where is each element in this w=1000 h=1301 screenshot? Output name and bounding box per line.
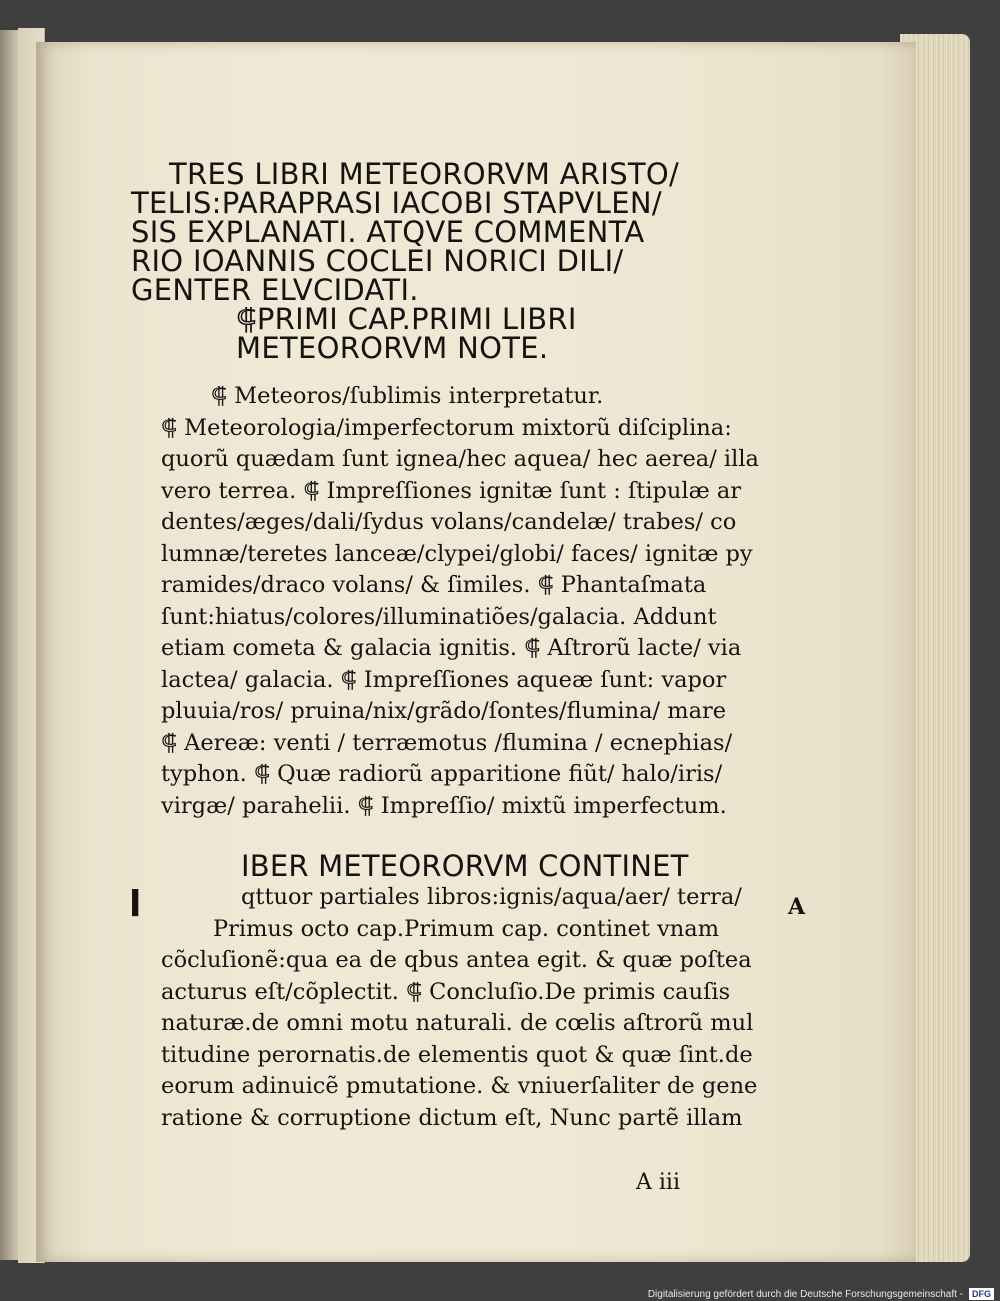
margin-letter: A [788,894,806,920]
body-line: typhon. ⸿ Quæ radiorũ apparitione fiũt/ halo/iris/ [161,761,723,787]
title-line: RIO IOANNIS COCLEI NORICI DILI/ [131,244,624,278]
section-line: titudine perornatis.de elementis quot & quæ ſint.de [161,1041,753,1068]
footer-bar [0,1287,1000,1301]
page-signature: A iii [636,1170,680,1195]
body-line: ſunt:hiatus/colores/illuminatiões/galacia. Addunt [161,603,717,630]
footer-credit: Digitalisierung gefördert durch die Deutsche Forschungsgemeinschaft - [647,1288,963,1300]
body-line: ⸿ Meteorologia/imperfectorum mixtorũ diſciplina: [161,414,732,441]
main-text-block [129,157,759,1134]
section-line: eorum adinuicẽ pmutatione. & vniuerſaliter de gene [161,1073,758,1099]
book-page [36,42,916,1262]
body-line: ⸿ Meteoros/ſublimis interpretatur. [211,383,604,409]
drop-initial: l [129,884,142,925]
section-line: qttuor partiales libros:ignis/aqua/aer/ terra/ [241,884,742,910]
section-first-line-wrap [129,882,751,925]
body-line: pluuia/ros/ pruina/nix/grãdo/ſontes/flumina/ mare [161,698,727,724]
body-line: ramides/draco volans/ & ſimiles. ⸿ Phantaſmata [161,572,707,598]
section-line: acturus eſt/cõplectit. ⸿ Concluſio.De primis cauſis [161,978,731,1005]
body-line: etiam cometa & galacia ignitis. ⸿ Aſtrorũ lacte/ via [161,635,742,661]
section-heading: IBER METEORORVM CONTINET [241,849,689,883]
title-line: GENTER ELVCIDATI. [131,273,419,307]
body-line: quorũ quædam ſunt ignea/hec aquea/ hec aerea/ illa [161,446,759,472]
section-line: Primus octo cap.Primum cap. continet vnam [213,915,720,942]
section-line: ratione & corruptione dictum eſt, Nunc partẽ illam [161,1104,743,1131]
section-line: naturæ.de omni motu naturali. de cœlis aſtrorũ mul [161,1010,754,1036]
body-line: lumnæ/teretes lanceæ/clypei/globi/ faces/ ignitæ py [161,540,753,567]
title-line: SIS EXPLANATI. ATQVE COMMENTA [131,215,645,249]
body-line: ⸿ Aereæ: venti / terræmotus /flumina / ecnephias/ [161,729,733,756]
title-line: TRES LIBRI METEORORVM ARISTO/ [169,157,680,191]
chapter-heading-line: ⸿PRIMI CAP.PRIMI LIBRI [236,302,577,336]
section-line: cõcluſionẽ:qua ea de qbus antea egit. & quæ poſtea [161,947,752,973]
body-line: vero terrea. ⸿ Impreſſiones ignitæ ſunt : ſtipulæ ar [161,477,742,504]
body-line: virgæ/ parahelii. ⸿ Impreſſio/ mixtũ imperfectum. [161,792,727,819]
title-line: TELIS:PARAPRASI IACOBI STAPVLEN/ [131,186,662,220]
body-line: dentes/æges/dali/ſydus volans/candelæ/ trabes/ co [161,509,737,535]
dfg-logo[interactable]: DFG [969,1288,994,1300]
body-line: lactea/ galacia. ⸿ Impreſſiones aqueæ ſunt: vapor [161,666,727,693]
chapter-heading-line: METEORORVM NOTE. [236,331,549,365]
